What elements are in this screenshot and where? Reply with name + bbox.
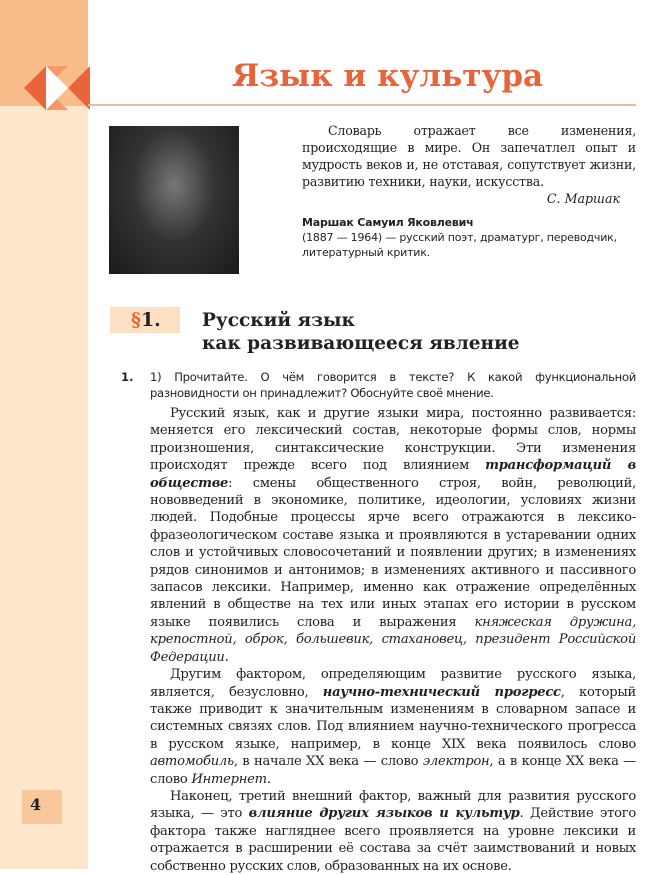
paragraph-text: . xyxy=(224,649,229,665)
section-symbol: § xyxy=(131,309,141,331)
section-title-line2: как развивающееся явление xyxy=(202,333,520,354)
section-number-text: 1. xyxy=(140,309,161,331)
example-term: княжеская дружина, крепостной, оброк, большевик, стахановец, президент Российской Федерации xyxy=(150,614,636,665)
paragraph-text: : смены общественного строя, войн, революций, нововведений в экономике, политике, идеологии, условиях жизни людей. Подобные процессы ярче всего отражаются в лексико-фразеологическом составе языка и проявляются в устаревании одних слов и устойчивых словосочетаний и появлении других; в изменениях рядов синонимов и антонимов; в изменениях активного и пассивного запасов лексики. Например, именно как отражение определённых явлений в обществе на тех или иных этапах его истории в русском языке появились слова и выражения xyxy=(150,475,636,630)
section-number xyxy=(131,309,161,331)
paragraph-text: Русский язык, как и другие языки мира, постоянно развивается: меняется его лексический состав, некоторые формы слов, нормы произношения, синтаксические конструкции. Эти изменения происходят прежде всего под влиянием xyxy=(150,406,636,474)
epigraph-column xyxy=(302,122,636,260)
epigraph-text: Словарь отражает все изменения, происходящие в мире. Он запечатлел опыт и мудрость веков и, не отставая, сопутствует жизни, развитию техники, науки, искусства. xyxy=(302,123,636,189)
page-number: 4 xyxy=(30,795,42,814)
emphasis-term: научно-технический прогресс xyxy=(322,684,561,700)
section-title-line1: Русский язык xyxy=(202,310,355,331)
task-number: 1. xyxy=(121,370,134,384)
example-term: Интернет xyxy=(191,771,267,787)
bio-text: (1887 — 1964) — русский поэт, драматург, переводчик, литературный критик. xyxy=(302,231,617,259)
epigraph-author: С. Маршак xyxy=(546,191,620,206)
paragraph-text: Наконец, третий внешний фактор, важный для развития русского языка, — это xyxy=(150,788,636,822)
paragraph xyxy=(150,788,636,875)
margin-strip xyxy=(0,0,88,869)
body-text xyxy=(121,405,636,875)
example-term: электрон xyxy=(422,754,490,770)
example-term: автомобиль xyxy=(150,754,234,770)
main-content xyxy=(121,369,636,875)
emphasis-term: влияние других языков и культур xyxy=(248,806,520,822)
section-title xyxy=(202,309,520,355)
decorative-diamond-icon xyxy=(24,66,90,110)
portrait-photo xyxy=(109,126,239,274)
paragraph-text: . xyxy=(266,771,271,787)
paragraph-text: Другим фактором, определяющим развитие русского языка, является, безусловно, xyxy=(150,667,636,700)
paragraph-text: , в начале XX века — слово xyxy=(233,754,423,770)
paragraph-text: . Действие этого фактора также нагляднее всего проявляется на уровне лексики и отражается в расширении её состава за счёт заимствований и новых собственно русских слов, образованных на их основе. xyxy=(150,806,636,874)
author-bio xyxy=(302,215,636,260)
chapter-title: Язык и культура xyxy=(232,58,544,94)
task-text: 1) Прочитайте. О чём говорится в тексте? К какой функциональной разновидности он принадлежит? Обоснуйте своё мнение. xyxy=(150,370,636,400)
paragraph-text: , который также приводит к значительным изменениям в словарном запасе и системных связях слов. Под влиянием научно-технического прогресса в русском языке, например, в конце XIX века появилось слово xyxy=(150,684,636,752)
paragraph xyxy=(150,405,636,666)
paragraph-text: , а в конце XX века — слово xyxy=(150,754,636,787)
paragraph xyxy=(150,666,636,788)
bio-name: Маршак Самуил Яковлевич xyxy=(302,216,474,229)
title-divider xyxy=(88,104,636,106)
task xyxy=(121,369,636,401)
page-number-box xyxy=(22,790,62,824)
emphasis-term: трансформаций в обществе xyxy=(150,458,636,491)
